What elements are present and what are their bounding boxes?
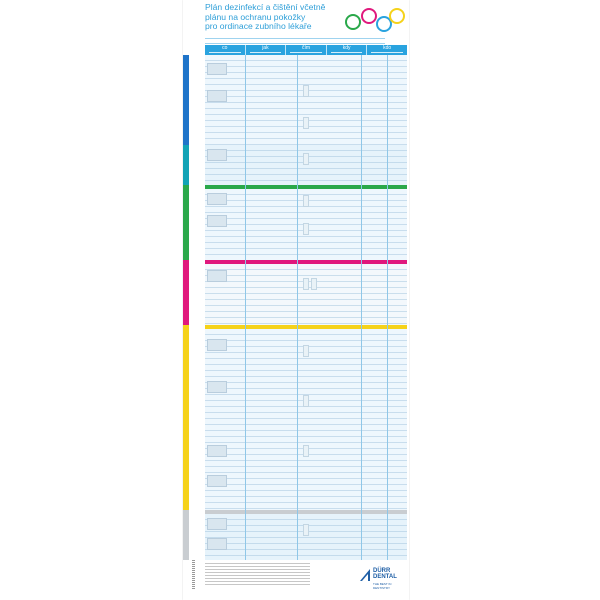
durr-dental-logo xyxy=(359,568,399,590)
section-image xyxy=(207,381,227,393)
product-image xyxy=(303,445,309,457)
product-image xyxy=(303,395,309,407)
header-jak xyxy=(246,45,287,55)
product-image xyxy=(303,345,309,357)
product-image xyxy=(303,153,309,165)
header-cim-label: čím xyxy=(301,45,311,51)
header-kdo-label: kdo xyxy=(383,45,392,51)
logo-mark-icon xyxy=(359,568,371,582)
header-kdo xyxy=(367,45,407,55)
surface-icon xyxy=(389,8,405,24)
section-cleaning xyxy=(205,325,407,510)
section-image xyxy=(207,339,227,351)
section-bar-devices xyxy=(183,185,189,260)
section-image xyxy=(207,445,227,457)
section-surfaces xyxy=(205,260,407,325)
section-instruments xyxy=(205,145,407,185)
section-image xyxy=(207,215,227,227)
section-bar-suction xyxy=(183,510,189,560)
section-image xyxy=(207,90,227,102)
section-suction xyxy=(205,510,407,560)
product-image xyxy=(303,223,309,235)
footer-notes xyxy=(205,563,310,585)
header-kdy-label: kdy xyxy=(342,45,351,51)
section-image xyxy=(207,518,227,530)
section-image xyxy=(207,193,227,205)
product-image xyxy=(303,278,309,290)
header-cim xyxy=(286,45,327,55)
section-image xyxy=(207,270,227,282)
section-bar-cleaning xyxy=(183,325,189,510)
product-image xyxy=(303,117,309,129)
brand-slogan: THE BEST IN DENTISTRY xyxy=(373,582,392,590)
section-image xyxy=(207,538,227,550)
section-devices xyxy=(205,185,407,260)
header-co-label: co xyxy=(222,45,228,51)
header-kdy xyxy=(327,45,368,55)
table-header xyxy=(205,45,407,55)
bottle-icon xyxy=(361,8,377,24)
brand-name: DÜRR DENTAL xyxy=(373,568,397,580)
section-image xyxy=(207,63,227,75)
product-image xyxy=(303,524,309,536)
product-image xyxy=(311,278,317,290)
header-jak-label: jak xyxy=(262,45,269,51)
section-bar-instruments xyxy=(183,145,189,185)
product-image xyxy=(303,195,309,207)
disinfection-plan-poster xyxy=(183,0,409,600)
header-co xyxy=(205,45,246,55)
section-hand-hygiene xyxy=(205,55,407,145)
section-image xyxy=(207,475,227,487)
section-image xyxy=(207,149,227,161)
poster-title: Plán dezinfekcí a čištění včetně plánu na ochranu pokožky pro ordinace zubního lékaře xyxy=(205,2,326,32)
intro-text xyxy=(205,38,385,44)
section-bar-hands xyxy=(183,55,189,145)
product-image xyxy=(303,85,309,97)
hands-icon xyxy=(345,14,361,30)
hygiene-icons xyxy=(343,6,405,36)
vertical-legal-text xyxy=(192,560,195,590)
section-bar-surfaces xyxy=(183,260,189,325)
